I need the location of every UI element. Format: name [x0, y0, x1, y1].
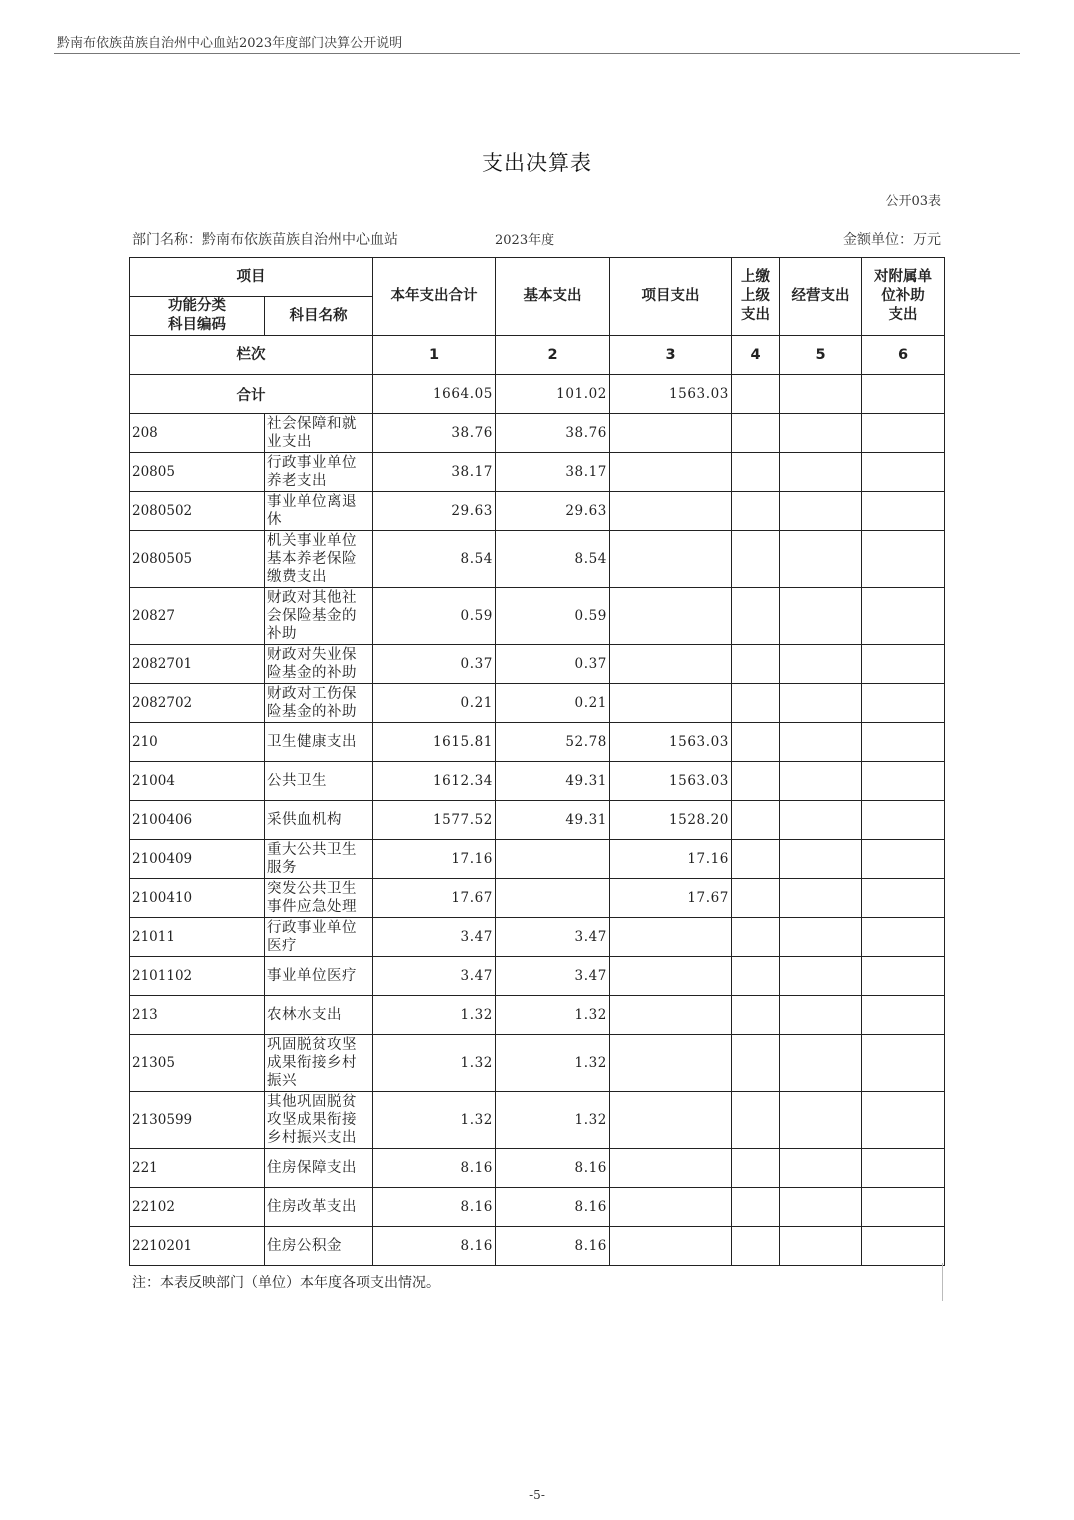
row-total: 17.67: [373, 879, 496, 918]
page-number: -5-: [529, 1488, 545, 1502]
col-header-project: 项目支出: [610, 258, 732, 336]
table-row: [130, 492, 945, 531]
row-subsidy: [862, 996, 945, 1035]
row-code: 2130599: [130, 1092, 265, 1149]
row-project: [610, 1092, 732, 1149]
row-project: [610, 1035, 732, 1092]
row-code: 213: [130, 996, 265, 1035]
row-total: 17.16: [373, 840, 496, 879]
row-upper: [732, 414, 780, 453]
row-code: 221: [130, 1149, 265, 1188]
row-subsidy: [862, 762, 945, 801]
table-note: 注：本表反映部门（单位）本年度各项支出情况。: [132, 1275, 440, 1291]
row-project: 17.67: [610, 879, 732, 918]
row-name: 住房公积金: [265, 1227, 373, 1266]
row-upper: [732, 1188, 780, 1227]
row-code: 2100410: [130, 879, 265, 918]
table-row: [130, 879, 945, 918]
table-row: [130, 588, 945, 645]
row-total: 3.47: [373, 918, 496, 957]
row-total: 38.76: [373, 414, 496, 453]
row-name: 住房改革支出: [265, 1188, 373, 1227]
row-subsidy: [862, 453, 945, 492]
row-name: 采供血机构: [265, 801, 373, 840]
row-project: [610, 588, 732, 645]
row-code: 2080505: [130, 531, 265, 588]
row-subsidy: [862, 492, 945, 531]
row-business: [780, 453, 862, 492]
row-project: 1528.20: [610, 801, 732, 840]
amount-unit: 金额单位：万元: [843, 232, 941, 248]
row-name: 重大公共卫生服务: [265, 840, 373, 879]
table-row: [130, 453, 945, 492]
row-total: 0.37: [373, 645, 496, 684]
row-code: 2100409: [130, 840, 265, 879]
row-code: 20827: [130, 588, 265, 645]
row-name: 巩固脱贫攻坚成果衔接乡村振兴: [265, 1035, 373, 1092]
row-code: 210: [130, 723, 265, 762]
row-project: [610, 1188, 732, 1227]
row-business: [780, 492, 862, 531]
row-code: 2100406: [130, 801, 265, 840]
row-subsidy: [862, 588, 945, 645]
col-header-basic: 基本支出: [496, 258, 610, 336]
table-row: [130, 1092, 945, 1149]
row-basic: 1.32: [496, 996, 610, 1035]
row-upper: [732, 840, 780, 879]
row-business: [780, 1035, 862, 1092]
row-code: 21004: [130, 762, 265, 801]
row-total: 8.16: [373, 1149, 496, 1188]
row-name: 事业单位离退休: [265, 492, 373, 531]
row-business: [780, 1092, 862, 1149]
row-business: [780, 684, 862, 723]
row-project: [610, 684, 732, 723]
row-code: 21305: [130, 1035, 265, 1092]
col-index-3: 3: [610, 336, 732, 375]
row-project: [610, 414, 732, 453]
row-basic: 8.16: [496, 1227, 610, 1266]
row-subsidy: [862, 645, 945, 684]
col-index-2: 2: [496, 336, 610, 375]
note-divider: [942, 1263, 943, 1301]
col-header-code: 功能分类 科目编码: [130, 297, 265, 336]
row-project: [610, 957, 732, 996]
row-basic: 0.37: [496, 645, 610, 684]
row-total: 8.16: [373, 1188, 496, 1227]
row-project: 1563.03: [610, 723, 732, 762]
row-upper: [732, 588, 780, 645]
table-row: [130, 1188, 945, 1227]
row-subsidy: [862, 1035, 945, 1092]
row-total: 38.17: [373, 453, 496, 492]
row-total: 0.59: [373, 588, 496, 645]
row-basic: 3.47: [496, 957, 610, 996]
row-name: 突发公共卫生事件应急处理: [265, 879, 373, 918]
row-upper: [732, 453, 780, 492]
col-header-business: 经营支出: [780, 258, 862, 336]
totals-subsidy: [862, 375, 945, 414]
row-subsidy: [862, 1227, 945, 1266]
row-project: [610, 918, 732, 957]
col-header-upper: 上缴 上级 支出: [732, 258, 780, 336]
row-project: [610, 1149, 732, 1188]
row-project: 1563.03: [610, 762, 732, 801]
table-row: [130, 1035, 945, 1092]
department-name: 部门名称：黔南布依族苗族自治州中心血站: [132, 232, 398, 248]
row-basic: 38.76: [496, 414, 610, 453]
col-index-label: 栏次: [130, 336, 373, 375]
row-name: 机关事业单位基本养老保险缴费支出: [265, 531, 373, 588]
row-name: 住房保障支出: [265, 1149, 373, 1188]
row-subsidy: [862, 918, 945, 957]
row-business: [780, 723, 862, 762]
page-header-text: 黔南布依族苗族自治州中心血站2023年度部门决算公开说明: [57, 36, 403, 51]
row-project: 17.16: [610, 840, 732, 879]
totals-total: 1664.05: [373, 375, 496, 414]
table-row: [130, 1149, 945, 1188]
row-subsidy: [862, 957, 945, 996]
row-upper: [732, 1092, 780, 1149]
row-business: [780, 1188, 862, 1227]
row-subsidy: [862, 414, 945, 453]
row-code: 2210201: [130, 1227, 265, 1266]
row-subsidy: [862, 1188, 945, 1227]
row-basic: [496, 879, 610, 918]
row-subsidy: [862, 840, 945, 879]
col-header-subsidy: 对附属单 位补助 支出: [862, 258, 945, 336]
row-project: [610, 996, 732, 1035]
row-subsidy: [862, 1149, 945, 1188]
totals-project: 1563.03: [610, 375, 732, 414]
row-upper: [732, 492, 780, 531]
row-upper: [732, 762, 780, 801]
row-business: [780, 531, 862, 588]
row-total: 8.54: [373, 531, 496, 588]
row-name: 财政对失业保险基金的补助: [265, 645, 373, 684]
table-row: [130, 1227, 945, 1266]
row-upper: [732, 531, 780, 588]
row-code: 22102: [130, 1188, 265, 1227]
col-header-name: 科目名称: [265, 297, 373, 336]
row-basic: 3.47: [496, 918, 610, 957]
row-total: 1612.34: [373, 762, 496, 801]
row-upper: [732, 1149, 780, 1188]
row-name: 卫生健康支出: [265, 723, 373, 762]
table-row: [130, 645, 945, 684]
totals-basic: 101.02: [496, 375, 610, 414]
row-subsidy: [862, 1092, 945, 1149]
col-index-5: 5: [780, 336, 862, 375]
page-title: 支出决算表: [482, 151, 592, 175]
table-row: [130, 840, 945, 879]
row-total: 0.21: [373, 684, 496, 723]
row-upper: [732, 996, 780, 1035]
row-name: 公共卫生: [265, 762, 373, 801]
row-name: 事业单位医疗: [265, 957, 373, 996]
table-row: [130, 531, 945, 588]
row-subsidy: [862, 531, 945, 588]
col-index-6: 6: [862, 336, 945, 375]
row-name: 社会保障和就业支出: [265, 414, 373, 453]
row-code: 21011: [130, 918, 265, 957]
row-code: 2082701: [130, 645, 265, 684]
row-project: [610, 531, 732, 588]
row-basic: 29.63: [496, 492, 610, 531]
row-upper: [732, 957, 780, 996]
row-name: 行政事业单位医疗: [265, 918, 373, 957]
row-basic: 49.31: [496, 801, 610, 840]
table-row: [130, 996, 945, 1035]
row-business: [780, 762, 862, 801]
row-code: 20805: [130, 453, 265, 492]
row-business: [780, 840, 862, 879]
row-business: [780, 879, 862, 918]
row-business: [780, 1149, 862, 1188]
row-business: [780, 414, 862, 453]
col-header-total: 本年支出合计: [373, 258, 496, 336]
row-business: [780, 996, 862, 1035]
row-upper: [732, 1035, 780, 1092]
row-basic: 8.16: [496, 1188, 610, 1227]
row-code: 208: [130, 414, 265, 453]
row-business: [780, 801, 862, 840]
row-subsidy: [862, 723, 945, 762]
row-subsidy: [862, 801, 945, 840]
table-row: [130, 684, 945, 723]
row-name: 行政事业单位养老支出: [265, 453, 373, 492]
row-upper: [732, 918, 780, 957]
row-business: [780, 588, 862, 645]
totals-row: [130, 375, 945, 414]
row-basic: 1.32: [496, 1092, 610, 1149]
table-row: [130, 723, 945, 762]
table-row: [130, 801, 945, 840]
row-basic: 38.17: [496, 453, 610, 492]
row-basic: 8.16: [496, 1149, 610, 1188]
row-business: [780, 957, 862, 996]
table-row: [130, 414, 945, 453]
row-basic: [496, 840, 610, 879]
row-total: 1577.52: [373, 801, 496, 840]
row-basic: 0.59: [496, 588, 610, 645]
row-upper: [732, 723, 780, 762]
table-row: [130, 957, 945, 996]
col-index-1: 1: [373, 336, 496, 375]
row-upper: [732, 1227, 780, 1266]
row-total: 3.47: [373, 957, 496, 996]
row-total: 1.32: [373, 1035, 496, 1092]
row-name: 财政对其他社会保险基金的补助: [265, 588, 373, 645]
row-upper: [732, 801, 780, 840]
row-basic: 8.54: [496, 531, 610, 588]
row-name: 财政对工伤保险基金的补助: [265, 684, 373, 723]
row-basic: 0.21: [496, 684, 610, 723]
row-project: [610, 453, 732, 492]
table-code: 公开03表: [885, 194, 941, 209]
row-basic: 49.31: [496, 762, 610, 801]
row-business: [780, 918, 862, 957]
row-code: 2082702: [130, 684, 265, 723]
table-row: [130, 762, 945, 801]
row-project: [610, 1227, 732, 1266]
row-name: 其他巩固脱贫攻坚成果衔接乡村振兴支出: [265, 1092, 373, 1149]
row-basic: 52.78: [496, 723, 610, 762]
col-header-item: 项目: [130, 258, 373, 297]
header-rule: [54, 53, 1020, 54]
row-name: 农林水支出: [265, 996, 373, 1035]
row-business: [780, 1227, 862, 1266]
row-subsidy: [862, 684, 945, 723]
expenditure-table: [129, 257, 945, 1266]
row-total: 1.32: [373, 996, 496, 1035]
row-business: [780, 645, 862, 684]
table-row: [130, 918, 945, 957]
row-upper: [732, 645, 780, 684]
row-code: 2080502: [130, 492, 265, 531]
row-subsidy: [862, 879, 945, 918]
totals-label: 合计: [130, 375, 373, 414]
row-upper: [732, 684, 780, 723]
row-upper: [732, 879, 780, 918]
totals-upper: [732, 375, 780, 414]
row-basic: 1.32: [496, 1035, 610, 1092]
row-total: 1.32: [373, 1092, 496, 1149]
fiscal-year: 2023年度: [495, 233, 555, 248]
row-total: 29.63: [373, 492, 496, 531]
row-total: 8.16: [373, 1227, 496, 1266]
col-index-4: 4: [732, 336, 780, 375]
totals-business: [780, 375, 862, 414]
row-project: [610, 492, 732, 531]
row-total: 1615.81: [373, 723, 496, 762]
row-project: [610, 645, 732, 684]
row-code: 2101102: [130, 957, 265, 996]
